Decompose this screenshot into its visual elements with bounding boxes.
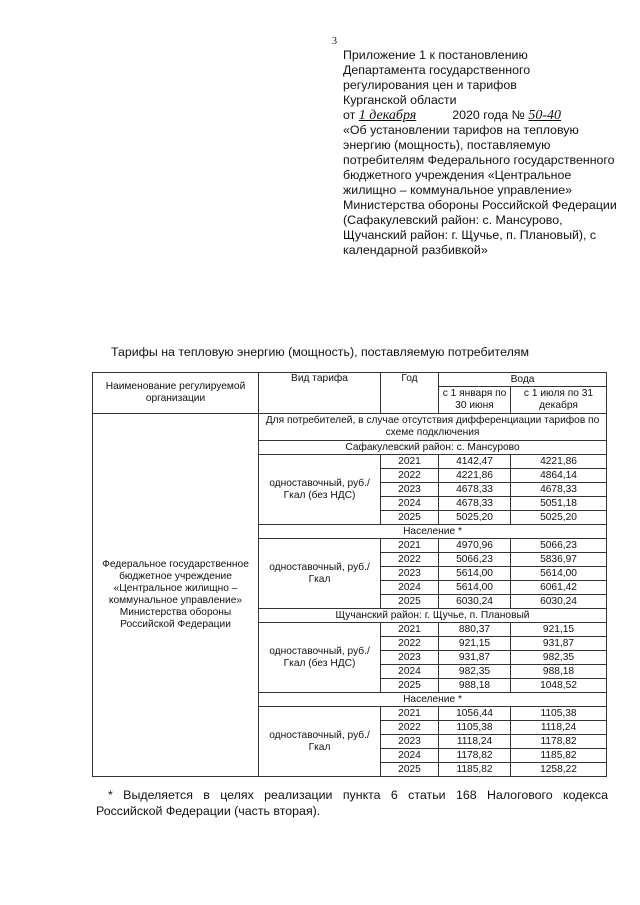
- value-period-1: 4678,33: [439, 483, 511, 497]
- value-period-2: 4864,14: [511, 469, 607, 483]
- value-period-2: 988,18: [511, 665, 607, 679]
- year-cell: 2024: [381, 749, 439, 763]
- value-period-1: 6030,24: [439, 595, 511, 609]
- value-period-1: 988,18: [439, 679, 511, 693]
- value-period-1: 4221,86: [439, 469, 511, 483]
- value-period-2: 5025,20: [511, 511, 607, 525]
- value-period-1: 1178,82: [439, 749, 511, 763]
- handwritten-number: 50-40: [528, 108, 562, 123]
- appendix-date-line: [343, 108, 623, 123]
- year-cell: 2025: [381, 595, 439, 609]
- value-period-2: 4678,33: [511, 483, 607, 497]
- year-cell: 2023: [381, 483, 439, 497]
- page-number: 3: [332, 36, 337, 47]
- year-cell: 2021: [381, 539, 439, 553]
- year-cell: 2024: [381, 665, 439, 679]
- value-period-2: 6030,24: [511, 595, 607, 609]
- value-period-1: 4678,33: [439, 497, 511, 511]
- year-cell: 2021: [381, 455, 439, 469]
- value-period-2: 1048,52: [511, 679, 607, 693]
- table-title: Тарифы на тепловую энергию (мощность), поставляемую потребителям: [110, 345, 530, 359]
- value-period-2: 1178,82: [511, 735, 607, 749]
- appendix-subject: «Об установлении тарифов на тепловую энергию (мощность), поставляемую потребителям Федерального государственного бюджетного учреждения «Центральное жилищно – коммунальное управление» Министерства обороны Российской Федерации (Сафакулевский район: с. Мансурово, Щучанский район: г. Щучье, п. Плановый), с календарной разбивкой»: [343, 123, 617, 257]
- group-label: Население *: [259, 693, 607, 707]
- tariff-table: [92, 372, 607, 777]
- year-cell: 2024: [381, 497, 439, 511]
- year-cell: 2024: [381, 581, 439, 595]
- value-period-2: 5051,18: [511, 497, 607, 511]
- appendix-line: регулирования цен и тарифов: [343, 78, 517, 92]
- value-period-1: 5614,00: [439, 567, 511, 581]
- year-cell: 2023: [381, 735, 439, 749]
- footnote: * Выделяется в целях реализации пункта 6 статьи 168 Налогового кодекса Российской Федерации (часть вторая).: [96, 788, 608, 818]
- year-cell: 2021: [381, 623, 439, 637]
- tariff-type: одноставочный, руб./Гкал (без НДС): [259, 455, 381, 525]
- tariff-type: одноставочный, руб./Гкал: [259, 707, 381, 777]
- value-period-1: 1118,24: [439, 735, 511, 749]
- district-row: Сафакулевский район: с. Мансурово: [259, 441, 607, 455]
- date-prefix: от: [343, 108, 356, 122]
- value-period-2: 5614,00: [511, 567, 607, 581]
- year-cell: 2022: [381, 637, 439, 651]
- value-period-1: 5025,20: [439, 511, 511, 525]
- tariff-type: одноставочный, руб./Гкал: [259, 539, 381, 609]
- year-cell: 2025: [381, 763, 439, 777]
- value-period-2: 931,87: [511, 637, 607, 651]
- year-cell: 2025: [381, 511, 439, 525]
- value-period-2: 4221,86: [511, 455, 607, 469]
- value-period-2: 5836,97: [511, 553, 607, 567]
- value-period-1: 4142,47: [439, 455, 511, 469]
- year-cell: 2025: [381, 679, 439, 693]
- appendix-line: Приложение 1 к постановлению: [343, 48, 528, 62]
- note-row: Для потребителей, в случае отсутствия дифференциации тарифов по схеме подключения: [259, 414, 607, 441]
- date-suffix: 2020 года №: [452, 108, 525, 122]
- header-period-1: с 1 января по 30 июня: [439, 387, 511, 414]
- value-period-2: 921,15: [511, 623, 607, 637]
- value-period-2: 1118,24: [511, 721, 607, 735]
- value-period-2: 1185,82: [511, 749, 607, 763]
- year-cell: 2021: [381, 707, 439, 721]
- tariff-type: одноставочный, руб./Гкал (без НДС): [259, 623, 381, 693]
- appendix-line: Курганской области: [343, 93, 457, 107]
- group-label: Население *: [259, 525, 607, 539]
- year-cell: 2022: [381, 721, 439, 735]
- value-period-1: 4970,96: [439, 539, 511, 553]
- org-name: Федеральное государственное бюджетное учреждение «Центральное жилищно – коммунальное управление» Министерства обороны Российской Федерации: [93, 414, 259, 777]
- value-period-1: 5614,00: [439, 581, 511, 595]
- value-period-2: 6061,42: [511, 581, 607, 595]
- value-period-1: 880,37: [439, 623, 511, 637]
- district-row: Щучанский район: г. Щучье, п. Плановый: [259, 609, 607, 623]
- value-period-2: 1105,38: [511, 707, 607, 721]
- value-period-2: 5066,23: [511, 539, 607, 553]
- value-period-1: 982,35: [439, 665, 511, 679]
- value-period-2: 982,35: [511, 651, 607, 665]
- handwritten-date: 1 декабря: [358, 108, 417, 123]
- value-period-1: 1056,44: [439, 707, 511, 721]
- year-cell: 2022: [381, 553, 439, 567]
- header-tariff-type: Вид тарифа: [259, 373, 381, 414]
- appendix-line: Департамента государственного: [343, 63, 531, 77]
- value-period-1: 921,15: [439, 637, 511, 651]
- table-and-footnote: [92, 372, 608, 819]
- year-cell: 2023: [381, 567, 439, 581]
- value-period-2: 1258,22: [511, 763, 607, 777]
- header-org: Наименование регулируемой организации: [93, 373, 259, 414]
- year-cell: 2023: [381, 651, 439, 665]
- header-water: Вода: [439, 373, 607, 387]
- appendix-header: [343, 48, 623, 258]
- value-period-1: 5066,23: [439, 553, 511, 567]
- header-period-2: с 1 июля по 31 декабря: [511, 387, 607, 414]
- value-period-1: 1185,82: [439, 763, 511, 777]
- header-year: Год: [381, 373, 439, 414]
- value-period-1: 1105,38: [439, 721, 511, 735]
- value-period-1: 931,87: [439, 651, 511, 665]
- year-cell: 2022: [381, 469, 439, 483]
